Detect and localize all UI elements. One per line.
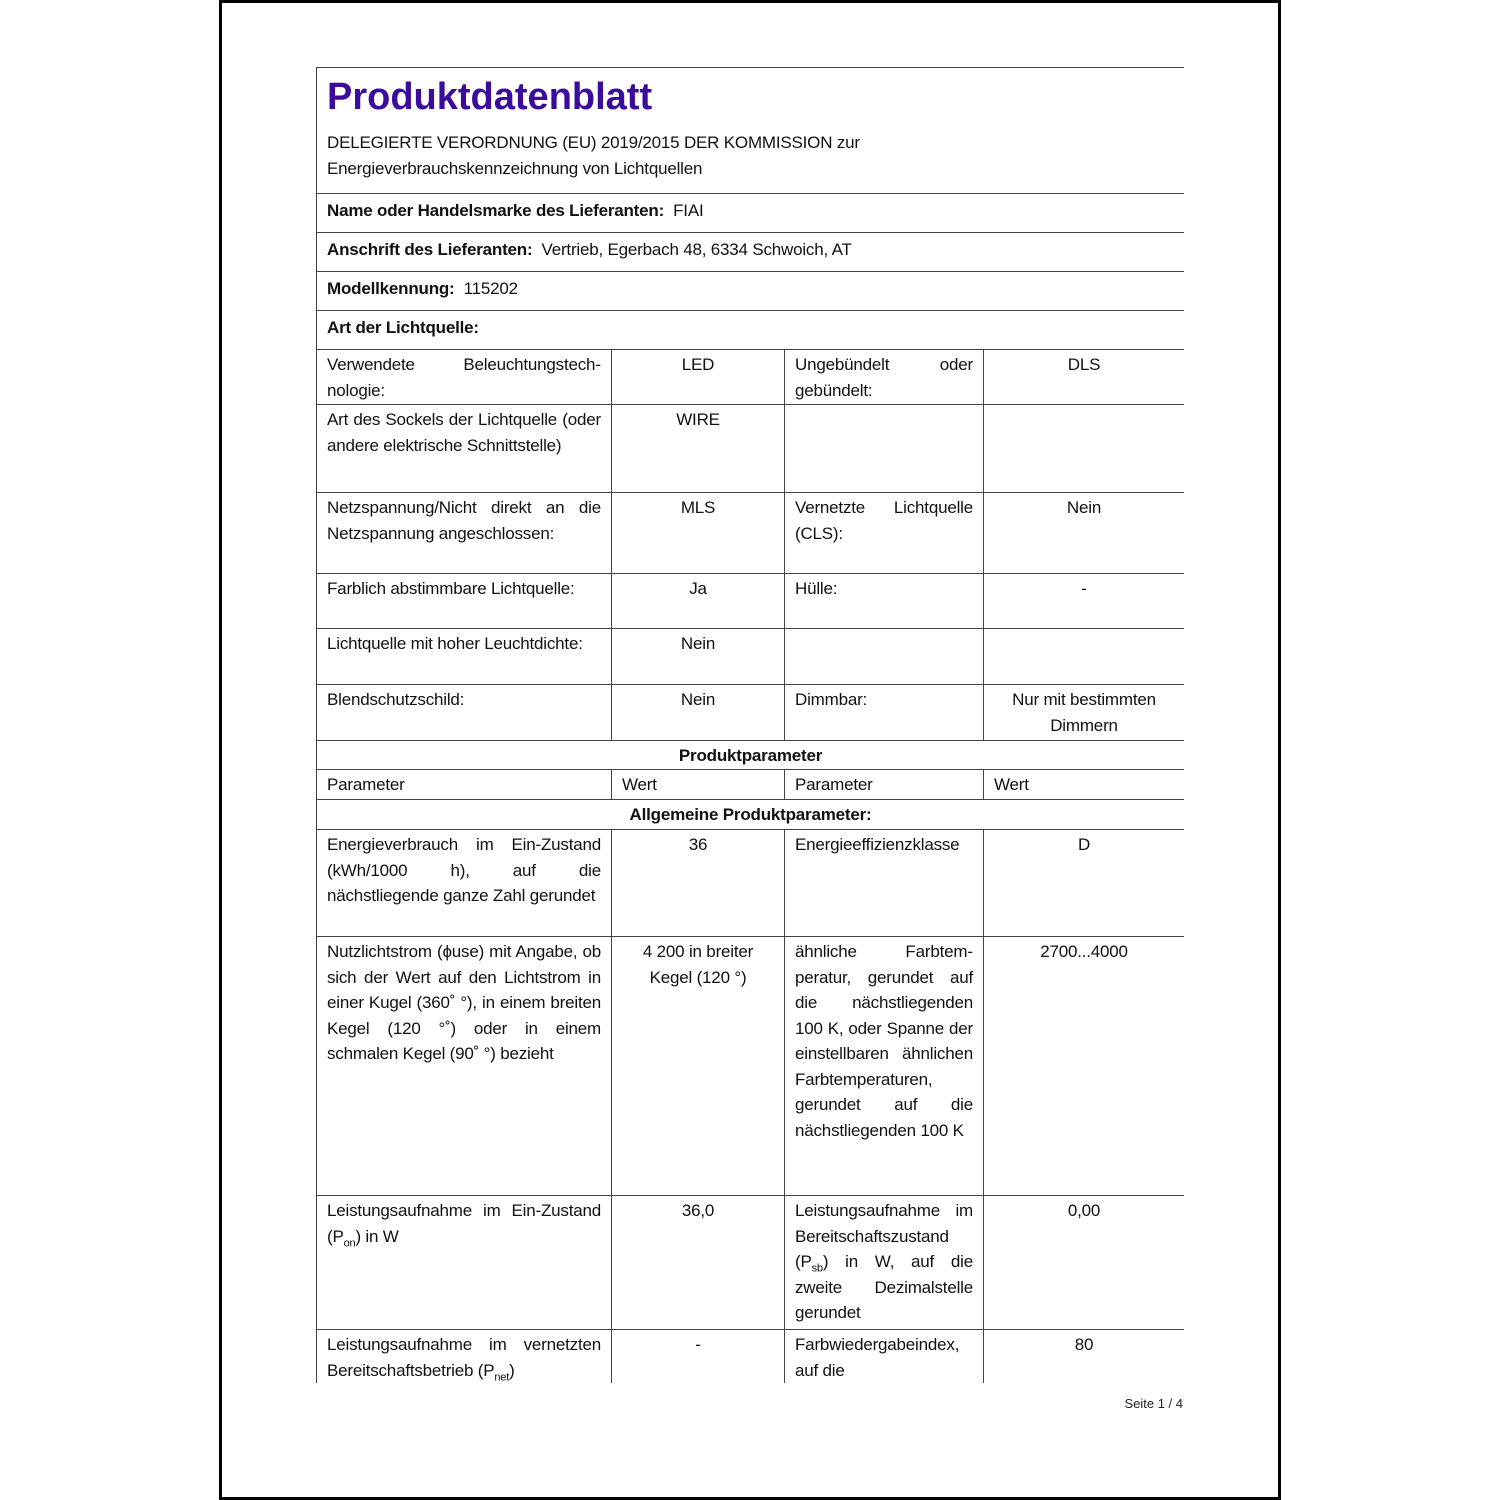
table-row [317, 574, 1185, 629]
column-header: Wert [612, 770, 785, 800]
text: ) in W [355, 1226, 399, 1246]
text: Leistungsaufnahme im vernetzten Bereitschaftsbetrieb (P [327, 1335, 601, 1380]
text: ) in W, auf die zweite Dezimalstelle gerundet [795, 1252, 973, 1322]
cell-value: 36 [612, 830, 785, 937]
cell-param: Farblich abstimmbare Lichtquelle: [317, 574, 612, 629]
table-row [317, 830, 1185, 937]
table-row [317, 493, 1185, 574]
supplier-address-label: Anschrift des Lieferanten: [327, 240, 533, 259]
cell-value: WIRE [612, 405, 785, 493]
section-header-row [317, 741, 1185, 770]
subscript: on [343, 1236, 356, 1249]
light-source-type-label: Art der Lichtquelle: [327, 318, 479, 337]
cell-value: MLS [612, 493, 785, 574]
table-row [317, 405, 1185, 493]
column-header: Parameter [317, 770, 612, 800]
column-header: Wert [984, 770, 1185, 800]
cell-value: - [612, 1330, 785, 1384]
cell-value: 36,0 [612, 1196, 785, 1330]
subsection-header-row [317, 800, 1185, 830]
cell-value: Nur mit bestimmten Dimmern [984, 685, 1185, 741]
cell-value [984, 405, 1185, 493]
cell-param: Dimmbar: [785, 685, 984, 741]
regulation-line-1: DELEGIERTE VERORDNUNG (EU) 2019/2015 DER KOMMISSION zur [327, 133, 860, 152]
regulation-line-2: Energieverbrauchskennzeichnung von Lichtquellen [327, 158, 703, 178]
cell-value: Ja [612, 574, 785, 629]
text: ) [509, 1360, 515, 1380]
cell-param: Verwendete Beleuchtungstechnologie: [317, 350, 612, 405]
column-header-row [317, 770, 1185, 800]
cell-value: Nein [612, 685, 785, 741]
table-row [317, 1196, 1185, 1330]
cell-param [785, 405, 984, 493]
cell-param: Ungebündelt oder gebündelt: [785, 350, 984, 405]
cell-value: 80 [984, 1330, 1185, 1384]
cell-param [785, 1196, 984, 1330]
text: Leistungsaufnahme im Bereitschaftszustand (P [795, 1201, 973, 1271]
page-number: Seite 1 / 4 [1124, 1396, 1183, 1411]
supplier-address-value: Vertrieb, Egerbach 48, 6334 Schwoich, AT [541, 240, 852, 259]
table-row [317, 629, 1185, 685]
subsection-title: Allgemeine Produktparameter: [317, 800, 1185, 830]
cell-param: Vernetzte Lichtquelle (CLS): [785, 493, 984, 574]
model-label: Modellkennung: [327, 279, 455, 298]
cell-param [317, 1196, 612, 1330]
cell-value: D [984, 830, 1185, 937]
cell-param: Blendschutzschild: [317, 685, 612, 741]
cell-param [317, 1330, 612, 1384]
cell-param: Lichtquelle mit hoher Leuchtdichte: [317, 629, 612, 685]
cell-value: - [984, 574, 1185, 629]
header-row [317, 68, 1185, 194]
table-row [317, 685, 1185, 741]
subscript: sb [811, 1262, 823, 1275]
cell-param: Hülle: [785, 574, 984, 629]
cell-param: Art des Sockels der Lichtquelle (oder andere elektrische Schnittstelle) [317, 405, 612, 493]
supplier-name-value: FIAI [673, 201, 704, 220]
cell-param: Energieverbrauch im Ein-Zustand (kWh/1000 h), auf die nächstliegende ganze Zahl gerundet [317, 830, 612, 937]
product-datasheet-table [316, 67, 1184, 1383]
cell-value: 4 200 in breiter Kegel (120 °) [612, 937, 785, 1196]
cell-param [785, 629, 984, 685]
cell-param: Energieeffizienzklasse [785, 830, 984, 937]
cell-value: Nein [984, 493, 1185, 574]
cell-param: Nutzlichtstrom (ϕuse) mit Angabe, ob sich der Wert auf den Lichtstrom in einer Kugel (360˚ °), in einem breiten Kegel (120 °˚) oder in einem schmalen Kegel (90˚ °) bezieht [317, 937, 612, 1196]
light-source-type-row [317, 311, 1185, 350]
subscript: net [494, 1370, 510, 1383]
column-header: Parameter [785, 770, 984, 800]
table-row [317, 1330, 1185, 1384]
section-title: Produktparameter [317, 741, 1185, 770]
cell-value [984, 629, 1185, 685]
model-row [317, 272, 1185, 311]
cell-param: Farbwiedergabeindex, auf die [785, 1330, 984, 1384]
cell-value: LED [612, 350, 785, 405]
cell-value: Nein [612, 629, 785, 685]
cell-value: 0,00 [984, 1196, 1185, 1330]
supplier-name-row [317, 194, 1185, 233]
text: Leistungsaufnahme im Ein-Zustand (P [327, 1201, 601, 1246]
supplier-address-row [317, 233, 1185, 272]
model-value: 115202 [463, 279, 518, 298]
page-title: Produktdatenblatt [327, 76, 653, 118]
table-row [317, 350, 1185, 405]
cell-param: Netzspannung/Nicht direkt an die Netzspannung angeschlossen: [317, 493, 612, 574]
cell-value: DLS [984, 350, 1185, 405]
table-row [317, 937, 1185, 1196]
cell-param: ähnliche Farbtemperatur, gerundet auf die nächstliegenden 100 K, oder Spanne der einstellbaren ähnlichen Farbtemperaturen, gerundet auf die nächstliegenden 100 K [785, 937, 984, 1196]
supplier-name-label: Name oder Handelsmarke des Lieferanten: [327, 201, 665, 220]
cell-value: 2700...4000 [984, 937, 1185, 1196]
